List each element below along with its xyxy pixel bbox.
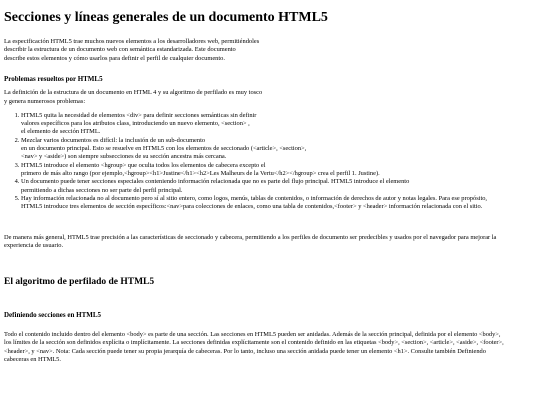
problem-line: 1. HTML5 quita la necesidad de elementos <div> para definir secciones semánticas sin definir [21, 111, 257, 119]
problem-item [21, 162, 536, 179]
problem-line: HTML5 introduce tres elementos de sección específicos:<nav>para colecciones de enlaces, como una tabla de contenidos,<footer> y <header> información relacionada con el sitio. [21, 203, 483, 211]
intro-line: describir la estructura de un documento web con semántica estandarizada. Este documento [4, 46, 236, 54]
sections-line: <header>, y <nav>. Nota: Cada sección puede tener su propia jerarquía de cabeceras. Por lo tanto, incluso una sección anidada puede tener un elemento <h1>. Consulte también Definiendo [4, 347, 486, 355]
problem-item [21, 195, 536, 212]
problems-list [4, 112, 536, 212]
algorithm-heading: El algoritmo de perfilado de HTML5 [4, 277, 155, 288]
problems-intro-line: La definición de la estructura de un documento en HTML 4 y su algoritmo de perfilado es muy tosco [4, 89, 263, 97]
sections-line: cabeceras en HTML5. [4, 355, 61, 363]
problem-line: 2. Mezclar varios documentos es difícil: la inclusión de un sub-documento [21, 136, 206, 144]
summary-line: De manera más general, HTML5 trae precisión a las características de seccionado y cabecera, permitiendo a los perfiles de documento ser predecibles y usados por el navegador para mejorar la [4, 233, 497, 241]
sections-line: Todo el contenido incluido dentro del elemento <body> es parte de una sección. Las secciones en HTML5 pueden ser anidadas. Además de la sección principal, definida por el elemento <body>, [4, 330, 501, 338]
intro-line: describe estos elementos y cómo usarlos para definir el perfil de cualquier documento. [4, 54, 225, 62]
problem-line: 4. Un documento puede tener secciones especiales conteniendo información relacionada que no es parte del flujo principal. HTML5 introduce el elemento [21, 178, 410, 186]
problem-line: permitiendo a dichas secciones no ser parte del perfil principal. [21, 186, 183, 194]
summary-line: experiencia de usuario. [4, 242, 64, 250]
problem-item [21, 112, 536, 137]
problem-line: el elemento de sección HTML. [21, 128, 101, 136]
intro-line: La especificación HTML5 trae muchos nuevos elementos a los desarrolladores web, permitiéndoles [4, 38, 260, 46]
problem-line: 3. HTML5 introduce el elemento <hgroup> que oculta todos los elementos de cabecera excepto el [21, 161, 266, 169]
sections-heading: Definiendo secciones en HTML5 [4, 310, 102, 319]
intro-paragraph [4, 38, 536, 63]
problems-intro-line: y genera numerosos problemas: [4, 97, 86, 105]
sections-line: los límites de la sección son definidos explícita o implícitamente. La secciones definidas explícitamente son el contenido definido en las etiquetas <body>, <section>, <article>, <aside>, <footer>, [4, 339, 504, 347]
page-title: Secciones y líneas generales de un documento HTML5 [4, 10, 328, 25]
summary-paragraph [4, 234, 536, 251]
problem-line: 5. Hay información relacionada no al documento pero sí al sitio entero, como logos, menús, tablas de contenidos, o información de derechos de autor y notas legales. Para ese propósito, [21, 195, 488, 203]
problems-heading: Problemas resueltos por HTML5 [4, 75, 103, 84]
problem-line: primero de más alto rango (por ejemplo,<hgroup><h1>Justine</h1><h2>Les Malheurs de la Vertu</h2></hgroup> crea el perfil 1. Justine). [21, 170, 380, 178]
sections-paragraph [4, 331, 536, 364]
problem-line: <nav> y <aside>) son siempre subsecciones de su sección ancestra más cercana. [21, 153, 227, 161]
problem-item [21, 178, 536, 195]
problems-intro-paragraph [4, 89, 536, 106]
problem-line: en un documento principal. Esto se resuelve en HTML5 con los elementos de seccionado (<article>, <section>, [21, 145, 307, 153]
problem-item [21, 137, 536, 162]
problem-line: valores específicos para los atributos class, introduciendo un nuevo elemento, <section> , [21, 120, 250, 128]
